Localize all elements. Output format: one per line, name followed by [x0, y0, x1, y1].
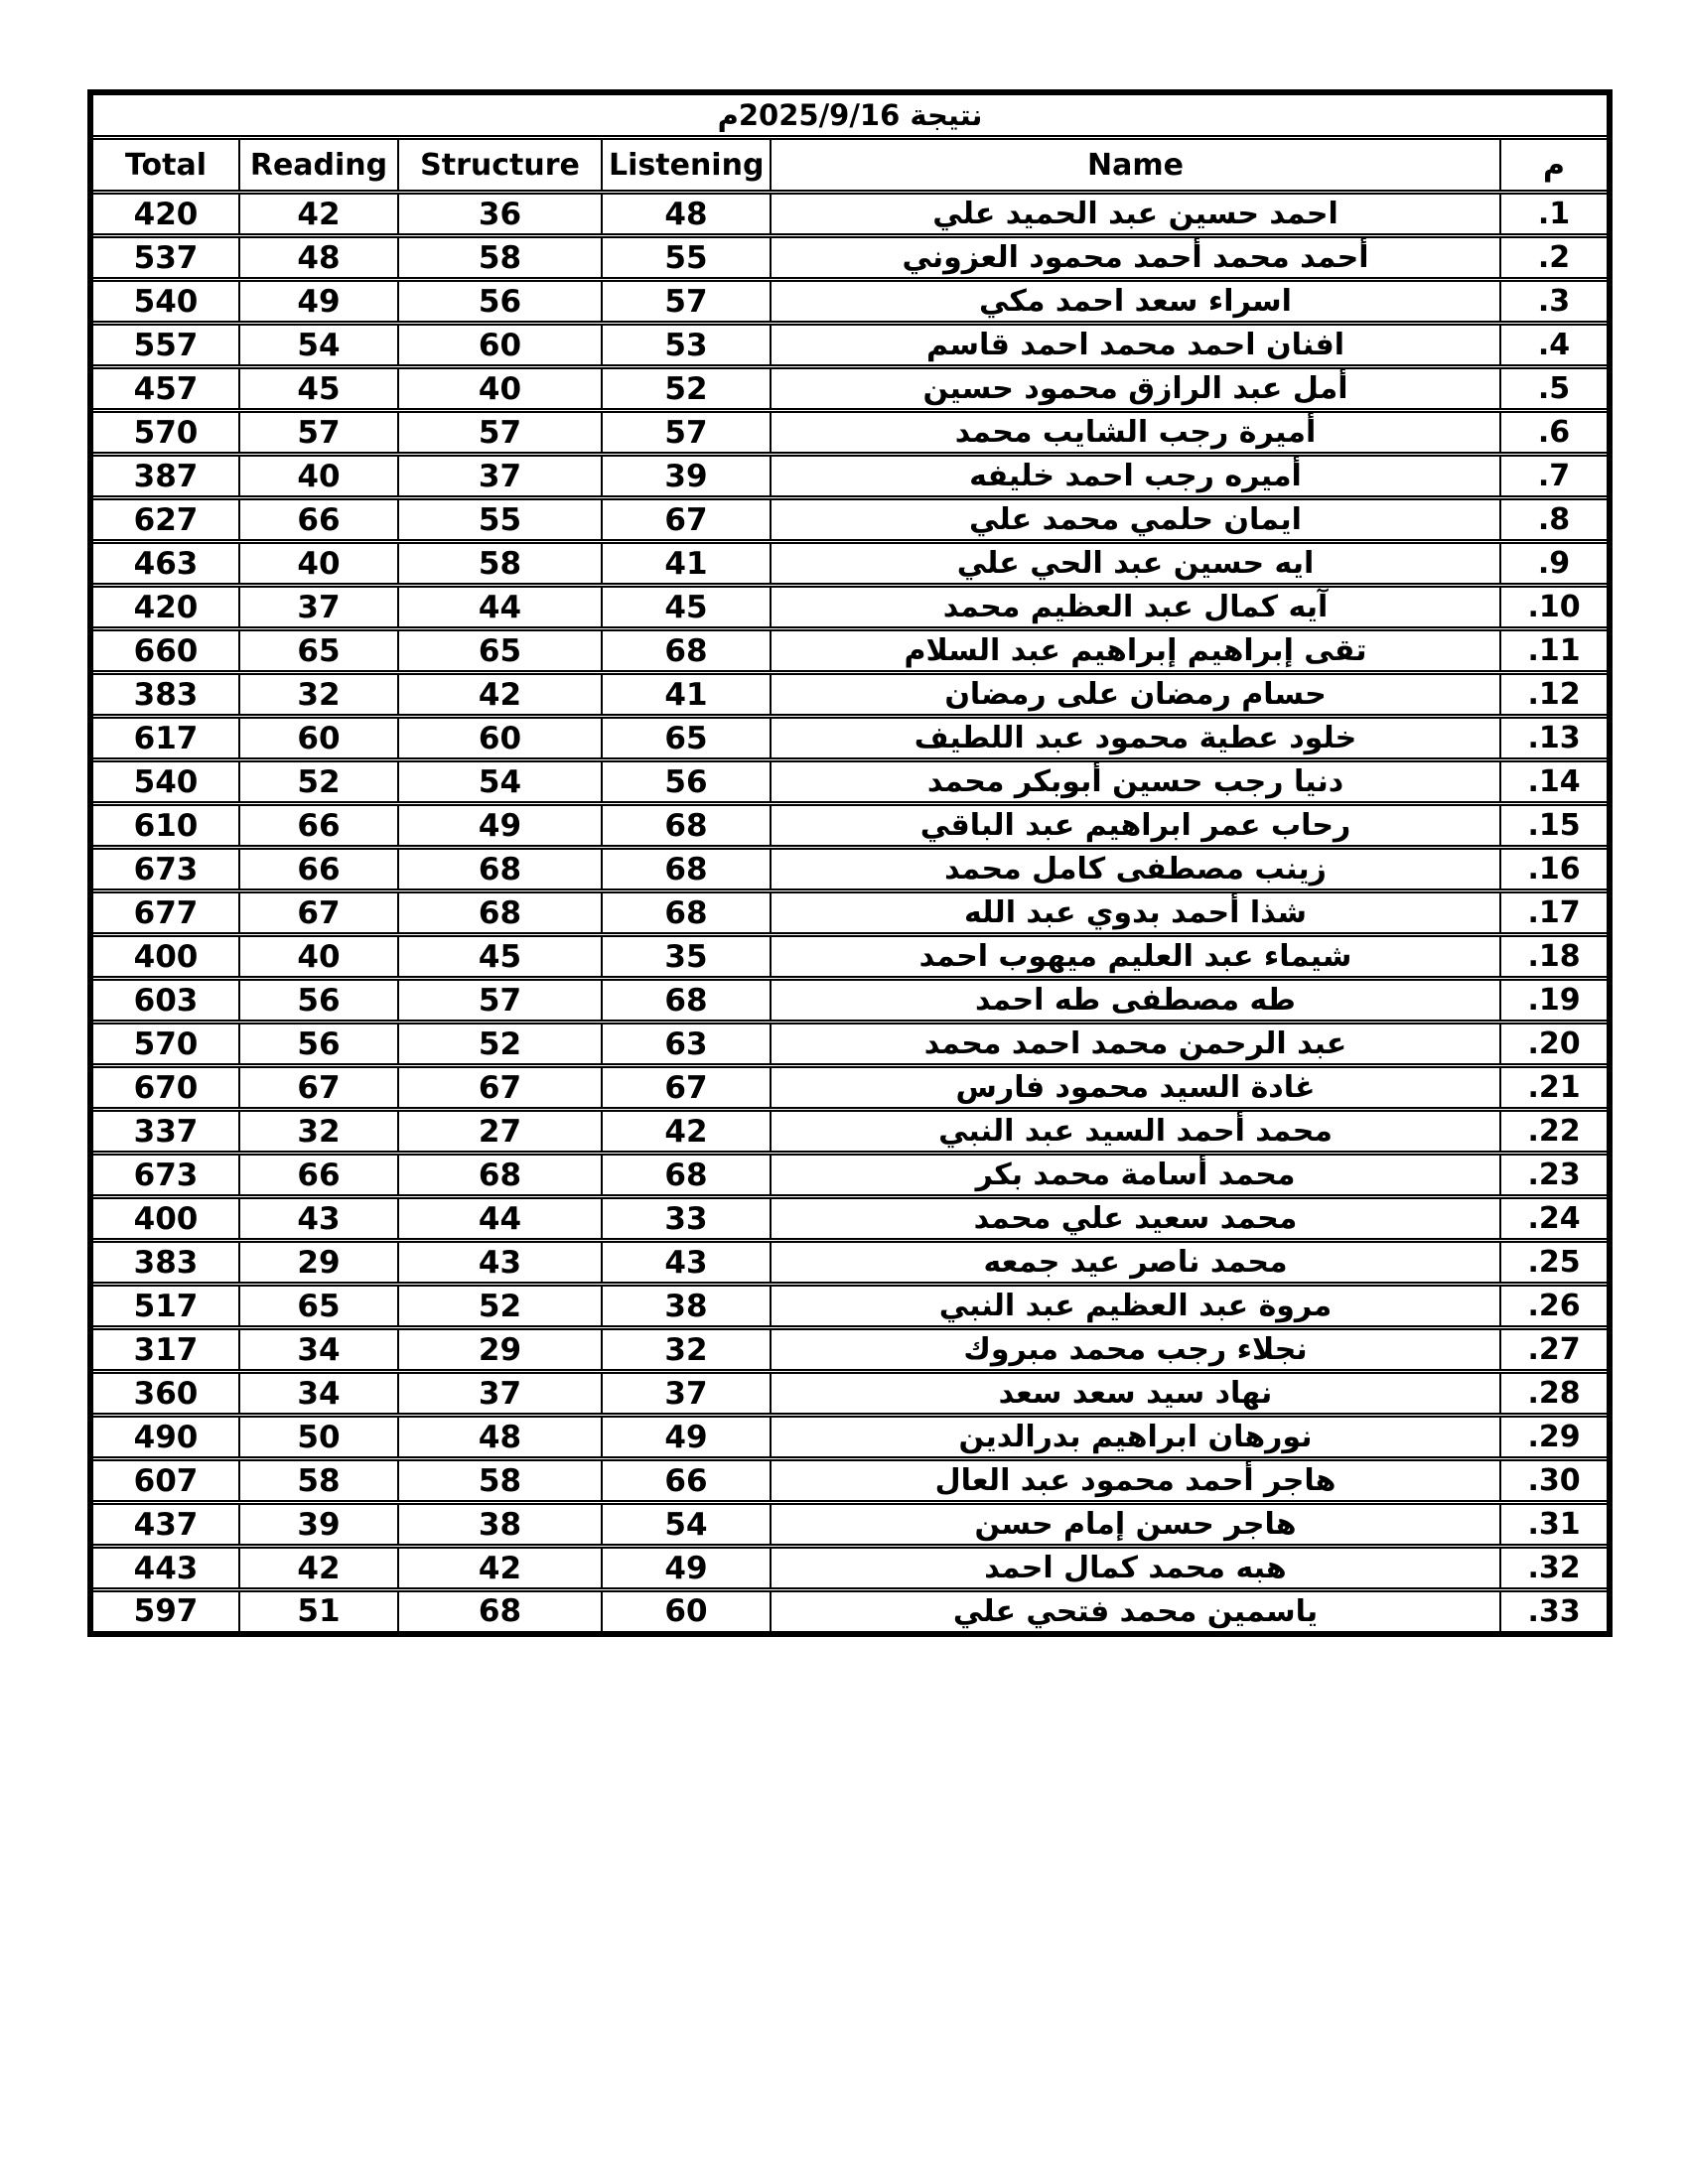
listening-cell: 67 — [602, 498, 771, 542]
structure-cell: 54 — [398, 760, 602, 804]
row-index-cell: .30 — [1500, 1459, 1610, 1503]
reading-cell: 42 — [239, 1547, 398, 1590]
listening-cell: 33 — [602, 1197, 771, 1241]
listening-cell: 68 — [602, 1154, 771, 1197]
reading-cell: 43 — [239, 1197, 398, 1241]
structure-cell: 57 — [398, 411, 602, 455]
student-row — [90, 760, 1610, 804]
student-row — [90, 1503, 1610, 1547]
student-row — [90, 673, 1610, 717]
total-cell: 463 — [90, 542, 239, 586]
student-row — [90, 1154, 1610, 1197]
reading-cell: 37 — [239, 586, 398, 629]
row-index-cell: .19 — [1500, 979, 1610, 1023]
structure-cell: 68 — [398, 891, 602, 935]
row-index-cell: .31 — [1500, 1503, 1610, 1547]
listening-cell: 68 — [602, 848, 771, 891]
student-name-cell: نهاد سيد سعد سعد — [771, 1372, 1500, 1416]
listening-cell: 38 — [602, 1285, 771, 1328]
student-name-cell: احمد حسين عبد الحميد علي — [771, 193, 1500, 236]
row-index-cell: .7 — [1500, 455, 1610, 498]
student-name-cell: مروة عبد العظيم عبد النبي — [771, 1285, 1500, 1328]
structure-cell: 60 — [398, 717, 602, 760]
listening-cell: 66 — [602, 1459, 771, 1503]
student-name-cell: افنان احمد محمد احمد قاسم — [771, 324, 1500, 367]
student-row — [90, 629, 1610, 673]
total-cell: 337 — [90, 1110, 239, 1154]
student-name-cell: غادة السيد محمود فارس — [771, 1066, 1500, 1110]
student-row — [90, 1547, 1610, 1590]
student-row — [90, 1110, 1610, 1154]
row-index-cell: .1 — [1500, 193, 1610, 236]
total-cell: 443 — [90, 1547, 239, 1590]
student-row — [90, 1285, 1610, 1328]
total-cell: 400 — [90, 935, 239, 979]
reading-cell: 56 — [239, 979, 398, 1023]
reading-cell: 60 — [239, 717, 398, 760]
student-row — [90, 542, 1610, 586]
row-index-cell: .3 — [1500, 280, 1610, 324]
total-cell: 673 — [90, 1154, 239, 1197]
report-title: نتيجة 2025/9/16م — [90, 92, 1610, 138]
listening-cell: 68 — [602, 891, 771, 935]
row-index-cell: .15 — [1500, 804, 1610, 848]
student-row — [90, 1328, 1610, 1372]
structure-cell: 68 — [398, 1590, 602, 1634]
row-index-cell: .28 — [1500, 1372, 1610, 1416]
student-row — [90, 1416, 1610, 1459]
reading-cell: 42 — [239, 193, 398, 236]
total-cell: 677 — [90, 891, 239, 935]
row-index-cell: .11 — [1500, 629, 1610, 673]
student-row — [90, 804, 1610, 848]
row-index-cell: .16 — [1500, 848, 1610, 891]
total-cell: 383 — [90, 673, 239, 717]
listening-cell: 41 — [602, 673, 771, 717]
student-name-cell: اسراء سعد احمد مكي — [771, 280, 1500, 324]
total-cell: 383 — [90, 1241, 239, 1285]
structure-cell: 56 — [398, 280, 602, 324]
row-index-cell: .20 — [1500, 1023, 1610, 1066]
student-name-cell: محمد ناصر عيد جمعه — [771, 1241, 1500, 1285]
student-name-cell: أمل عبد الرازق محمود حسين — [771, 367, 1500, 411]
column-header-structure: Structure — [398, 138, 602, 193]
total-cell: 400 — [90, 1197, 239, 1241]
student-row — [90, 1590, 1610, 1634]
total-cell: 387 — [90, 455, 239, 498]
student-name-cell: هاجر أحمد محمود عبد العال — [771, 1459, 1500, 1503]
total-cell: 597 — [90, 1590, 239, 1634]
student-row — [90, 455, 1610, 498]
student-name-cell: آيه كمال عبد العظيم محمد — [771, 586, 1500, 629]
student-row — [90, 1241, 1610, 1285]
reading-cell: 65 — [239, 1285, 398, 1328]
reading-cell: 66 — [239, 1154, 398, 1197]
structure-cell: 58 — [398, 236, 602, 280]
row-index-cell: .12 — [1500, 673, 1610, 717]
listening-cell: 60 — [602, 1590, 771, 1634]
structure-cell: 37 — [398, 455, 602, 498]
row-index-cell: .4 — [1500, 324, 1610, 367]
structure-cell: 36 — [398, 193, 602, 236]
row-index-cell: .25 — [1500, 1241, 1610, 1285]
row-index-cell: .27 — [1500, 1328, 1610, 1372]
listening-cell: 53 — [602, 324, 771, 367]
structure-cell: 49 — [398, 804, 602, 848]
student-name-cell: هبه محمد كمال احمد — [771, 1547, 1500, 1590]
row-index-cell: .29 — [1500, 1416, 1610, 1459]
student-name-cell: رحاب عمر ابراهيم عبد الباقي — [771, 804, 1500, 848]
total-cell: 570 — [90, 411, 239, 455]
total-cell: 360 — [90, 1372, 239, 1416]
total-cell: 537 — [90, 236, 239, 280]
total-cell: 610 — [90, 804, 239, 848]
reading-cell: 67 — [239, 1066, 398, 1110]
student-name-cell: نورهان ابراهيم بدرالدين — [771, 1416, 1500, 1459]
structure-cell: 37 — [398, 1372, 602, 1416]
column-header-index: م — [1500, 138, 1610, 193]
structure-cell: 52 — [398, 1023, 602, 1066]
student-row — [90, 193, 1610, 236]
student-name-cell: أميره رجب احمد خليفه — [771, 455, 1500, 498]
reading-cell: 48 — [239, 236, 398, 280]
total-cell: 420 — [90, 586, 239, 629]
student-row — [90, 324, 1610, 367]
results-table — [87, 89, 1613, 1637]
reading-cell: 29 — [239, 1241, 398, 1285]
reading-cell: 51 — [239, 1590, 398, 1634]
reading-cell: 65 — [239, 629, 398, 673]
total-cell: 627 — [90, 498, 239, 542]
structure-cell: 68 — [398, 1154, 602, 1197]
reading-cell: 66 — [239, 498, 398, 542]
reading-cell: 56 — [239, 1023, 398, 1066]
reading-cell: 54 — [239, 324, 398, 367]
reading-cell: 52 — [239, 760, 398, 804]
student-row — [90, 1372, 1610, 1416]
listening-cell: 37 — [602, 1372, 771, 1416]
student-row — [90, 717, 1610, 760]
student-name-cell: عبد الرحمن محمد احمد محمد — [771, 1023, 1500, 1066]
listening-cell: 68 — [602, 804, 771, 848]
listening-cell: 41 — [602, 542, 771, 586]
reading-cell: 67 — [239, 891, 398, 935]
student-name-cell: هاجر حسن إمام حسن — [771, 1503, 1500, 1547]
total-cell: 670 — [90, 1066, 239, 1110]
total-cell: 457 — [90, 367, 239, 411]
listening-cell: 63 — [602, 1023, 771, 1066]
total-cell: 603 — [90, 979, 239, 1023]
student-name-cell: زينب مصطفى كامل محمد — [771, 848, 1500, 891]
reading-cell: 34 — [239, 1328, 398, 1372]
column-header-listening: Listening — [602, 138, 771, 193]
structure-cell: 60 — [398, 324, 602, 367]
structure-cell: 29 — [398, 1328, 602, 1372]
row-index-cell: .6 — [1500, 411, 1610, 455]
student-row — [90, 280, 1610, 324]
total-cell: 607 — [90, 1459, 239, 1503]
listening-cell: 42 — [602, 1110, 771, 1154]
reading-cell: 58 — [239, 1459, 398, 1503]
listening-cell: 32 — [602, 1328, 771, 1372]
student-row — [90, 498, 1610, 542]
student-row — [90, 586, 1610, 629]
reading-cell: 32 — [239, 673, 398, 717]
student-name-cell: محمد أحمد السيد عبد النبي — [771, 1110, 1500, 1154]
listening-cell: 68 — [602, 979, 771, 1023]
structure-cell: 48 — [398, 1416, 602, 1459]
student-row — [90, 848, 1610, 891]
reading-cell: 66 — [239, 804, 398, 848]
listening-cell: 54 — [602, 1503, 771, 1547]
total-cell: 490 — [90, 1416, 239, 1459]
total-cell: 540 — [90, 280, 239, 324]
row-index-cell: .22 — [1500, 1110, 1610, 1154]
student-name-cell: شذا أحمد بدوي عبد الله — [771, 891, 1500, 935]
reading-cell: 66 — [239, 848, 398, 891]
student-row — [90, 891, 1610, 935]
student-name-cell: محمد سعيد علي محمد — [771, 1197, 1500, 1241]
listening-cell: 57 — [602, 411, 771, 455]
row-index-cell: .9 — [1500, 542, 1610, 586]
listening-cell: 55 — [602, 236, 771, 280]
total-cell: 317 — [90, 1328, 239, 1372]
student-row — [90, 935, 1610, 979]
row-index-cell: .32 — [1500, 1547, 1610, 1590]
student-name-cell: طه مصطفى طه احمد — [771, 979, 1500, 1023]
total-cell: 673 — [90, 848, 239, 891]
reading-cell: 40 — [239, 455, 398, 498]
row-index-cell: .17 — [1500, 891, 1610, 935]
student-name-cell: خلود عطية محمود عبد اللطيف — [771, 717, 1500, 760]
structure-cell: 42 — [398, 673, 602, 717]
structure-cell: 43 — [398, 1241, 602, 1285]
reading-cell: 32 — [239, 1110, 398, 1154]
column-header-total: Total — [90, 138, 239, 193]
column-header-reading: Reading — [239, 138, 398, 193]
reading-cell: 45 — [239, 367, 398, 411]
structure-cell: 52 — [398, 1285, 602, 1328]
student-name-cell: محمد أسامة محمد بكر — [771, 1154, 1500, 1197]
structure-cell: 57 — [398, 979, 602, 1023]
student-name-cell: ياسمين محمد فتحي علي — [771, 1590, 1500, 1634]
table-body — [90, 193, 1610, 1634]
student-name-cell: أحمد محمد أحمد محمود العزوني — [771, 236, 1500, 280]
student-row — [90, 1197, 1610, 1241]
row-index-cell: .8 — [1500, 498, 1610, 542]
table-header-row — [90, 138, 1610, 193]
row-index-cell: .23 — [1500, 1154, 1610, 1197]
row-index-cell: .33 — [1500, 1590, 1610, 1634]
total-cell: 517 — [90, 1285, 239, 1328]
reading-cell: 50 — [239, 1416, 398, 1459]
row-index-cell: .5 — [1500, 367, 1610, 411]
structure-cell: 42 — [398, 1547, 602, 1590]
reading-cell: 39 — [239, 1503, 398, 1547]
listening-cell: 45 — [602, 586, 771, 629]
student-row — [90, 1459, 1610, 1503]
listening-cell: 48 — [602, 193, 771, 236]
total-cell: 570 — [90, 1023, 239, 1066]
table-title-row — [90, 92, 1610, 138]
total-cell: 420 — [90, 193, 239, 236]
total-cell: 540 — [90, 760, 239, 804]
reading-cell: 57 — [239, 411, 398, 455]
student-row — [90, 411, 1610, 455]
student-name-cell: تقى إبراهيم إبراهيم عبد السلام — [771, 629, 1500, 673]
structure-cell: 58 — [398, 1459, 602, 1503]
student-row — [90, 367, 1610, 411]
structure-cell: 44 — [398, 586, 602, 629]
reading-cell: 40 — [239, 935, 398, 979]
total-cell: 557 — [90, 324, 239, 367]
listening-cell: 52 — [602, 367, 771, 411]
structure-cell: 67 — [398, 1066, 602, 1110]
row-index-cell: .26 — [1500, 1285, 1610, 1328]
listening-cell: 56 — [602, 760, 771, 804]
student-name-cell: ايمان حلمي محمد علي — [771, 498, 1500, 542]
reading-cell: 49 — [239, 280, 398, 324]
student-name-cell: ايه حسين عبد الحي علي — [771, 542, 1500, 586]
row-index-cell: .24 — [1500, 1197, 1610, 1241]
listening-cell: 49 — [602, 1416, 771, 1459]
structure-cell: 55 — [398, 498, 602, 542]
structure-cell: 68 — [398, 848, 602, 891]
listening-cell: 68 — [602, 629, 771, 673]
structure-cell: 45 — [398, 935, 602, 979]
student-name-cell: نجلاء رجب محمد مبروك — [771, 1328, 1500, 1372]
structure-cell: 27 — [398, 1110, 602, 1154]
row-index-cell: .10 — [1500, 586, 1610, 629]
total-cell: 660 — [90, 629, 239, 673]
listening-cell: 67 — [602, 1066, 771, 1110]
structure-cell: 44 — [398, 1197, 602, 1241]
student-name-cell: شيماء عبد العليم ميهوب احمد — [771, 935, 1500, 979]
row-index-cell: .18 — [1500, 935, 1610, 979]
listening-cell: 49 — [602, 1547, 771, 1590]
student-name-cell: حسام رمضان على رمضان — [771, 673, 1500, 717]
row-index-cell: .21 — [1500, 1066, 1610, 1110]
row-index-cell: .14 — [1500, 760, 1610, 804]
student-row — [90, 1023, 1610, 1066]
row-index-cell: .13 — [1500, 717, 1610, 760]
listening-cell: 43 — [602, 1241, 771, 1285]
listening-cell: 65 — [602, 717, 771, 760]
row-index-cell: .2 — [1500, 236, 1610, 280]
student-row — [90, 1066, 1610, 1110]
student-name-cell: دنيا رجب حسين أبوبكر محمد — [771, 760, 1500, 804]
student-row — [90, 979, 1610, 1023]
column-header-name: Name — [771, 138, 1500, 193]
reading-cell: 40 — [239, 542, 398, 586]
total-cell: 437 — [90, 1503, 239, 1547]
structure-cell: 65 — [398, 629, 602, 673]
listening-cell: 57 — [602, 280, 771, 324]
total-cell: 617 — [90, 717, 239, 760]
listening-cell: 35 — [602, 935, 771, 979]
structure-cell: 40 — [398, 367, 602, 411]
structure-cell: 38 — [398, 1503, 602, 1547]
structure-cell: 58 — [398, 542, 602, 586]
student-row — [90, 236, 1610, 280]
student-name-cell: أميرة رجب الشايب محمد — [771, 411, 1500, 455]
reading-cell: 34 — [239, 1372, 398, 1416]
listening-cell: 39 — [602, 455, 771, 498]
